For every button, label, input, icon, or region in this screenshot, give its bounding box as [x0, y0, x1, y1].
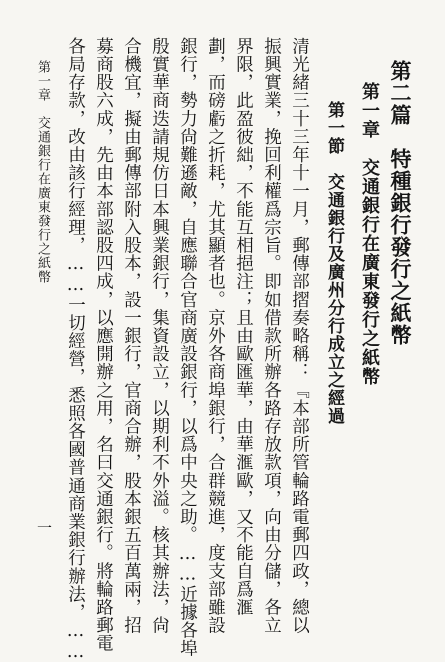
chapter-heading: 第一章 交通銀行在廣東發行之紙幣	[359, 82, 380, 386]
body-line: 振興實業，挽回利權爲宗旨。即如借款所辦各路存放款項，向由分儲，各立	[261, 37, 282, 635]
page-number: 一	[35, 520, 53, 535]
body-line: 募商股六成，先由本部認股四成，以應開辦之用，名曰交通銀行。將輪路郵電	[93, 37, 114, 653]
body-line: 合機宜，擬由郵傳部附入股本，設一銀行，官商合辦，股本銀五百萬兩，招	[121, 37, 142, 635]
body-line: 各局存款，改由該行經理，……一切經營，悉照各國普通商業銀行辦法，……	[65, 37, 86, 662]
body-line: 界限，此盈彼絀，不能互相挹注；且由歐匯華，由華滙歐，又不能自爲滙	[233, 37, 254, 617]
body-line: 銀行，勢力尙難遜敵，自應聯合官商廣設銀行，以爲中央之助。……近據各埠	[177, 37, 198, 658]
part-heading: 第二篇 特種銀行發行之紙幣	[388, 60, 413, 346]
body-line: 清光緒三十三年十一月，郵傳部摺奏略稱：『本部所管輪路電郵四政，總以	[289, 37, 310, 635]
body-line: 殷實華商迭請規仿日本興業銀行，集資設立，以期利不外溢。核其辦法，尙	[149, 37, 170, 635]
running-footer: 第一章 交通銀行在廣東發行之紙幣	[35, 60, 50, 284]
section-heading: 第一節 交通銀行及廣州分行成立之經過	[324, 101, 344, 425]
body-line: 劃，而磅虧之折耗，尤其顯者也。京外各商埠銀行，合群競進，度支部雖設	[205, 37, 226, 635]
